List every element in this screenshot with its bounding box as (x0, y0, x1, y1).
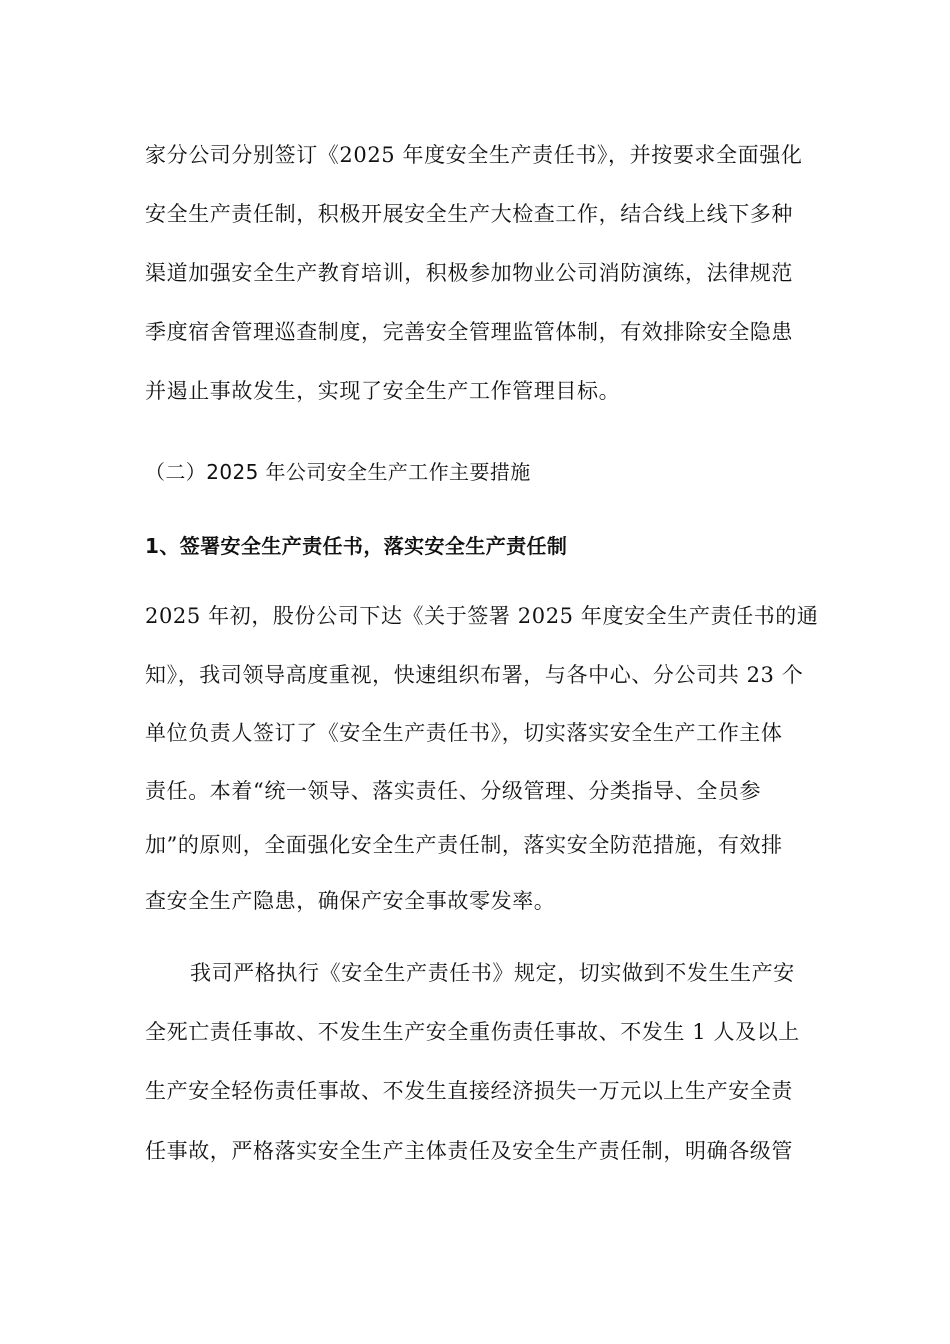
paragraph-1-line-1: 2025 年初，股份公司下达《关于签署 2025 年度安全生产责任书的通 (145, 604, 819, 628)
paragraph-1-line-5: 加”的原则，全面强化安全生产责任制，落实安全防范措施，有效排 (145, 833, 783, 857)
intro-line-3: 渠道加强安全生产教育培训，积极参加物业公司消防演练，法律规范 (145, 261, 793, 285)
paragraph-1-line-2: 知》，我司领导高度重视，快速组织布署，与各中心、分公司共 23 个 (145, 663, 804, 687)
paragraph-2-line-1: 我司严格执行《安全生产责任书》规定，切实做到不发生生产安 (190, 961, 795, 985)
intro-line-1: 家分公司分别签订《2025 年度安全生产责任书》，并按要求全面强化 (145, 143, 803, 167)
paragraph-1-line-4: 责任。本着“统一领导、落实责任、分级管理、分类指导、全员参 (145, 779, 762, 803)
paragraph-1-line-3: 单位负责人签订了《安全生产责任书》，切实落实安全生产工作主体 (145, 721, 783, 745)
intro-line-2: 安全生产责任制，积极开展安全生产大检查工作，结合线上线下多种 (145, 202, 793, 226)
paragraph-2-line-2: 全死亡责任事故、不发生生产安全重伤责任事故、不发生 1 人及以上 (145, 1020, 800, 1044)
paragraph-1-line-6: 查安全生产隐患，确保产安全事故零发率。 (145, 889, 556, 913)
intro-line-4: 季度宿舍管理巡查制度，完善安全管理监管体制，有效排除安全隐患 (145, 320, 793, 344)
paragraph-2-line-3: 生产安全轻伤责任事故、不发生直接经济损失一万元以上生产安全责 (145, 1079, 793, 1103)
section-heading: （二）2025 年公司安全生产工作主要措施 (145, 460, 531, 484)
subheading: 1、签署安全生产责任书，落实安全生产责任制 (145, 534, 568, 558)
paragraph-2-line-4: 任事故，严格落实安全生产主体责任及安全生产责任制，明确各级管 (145, 1139, 793, 1163)
intro-line-5: 并遏止事故发生，实现了安全生产工作管理目标。 (145, 379, 621, 403)
